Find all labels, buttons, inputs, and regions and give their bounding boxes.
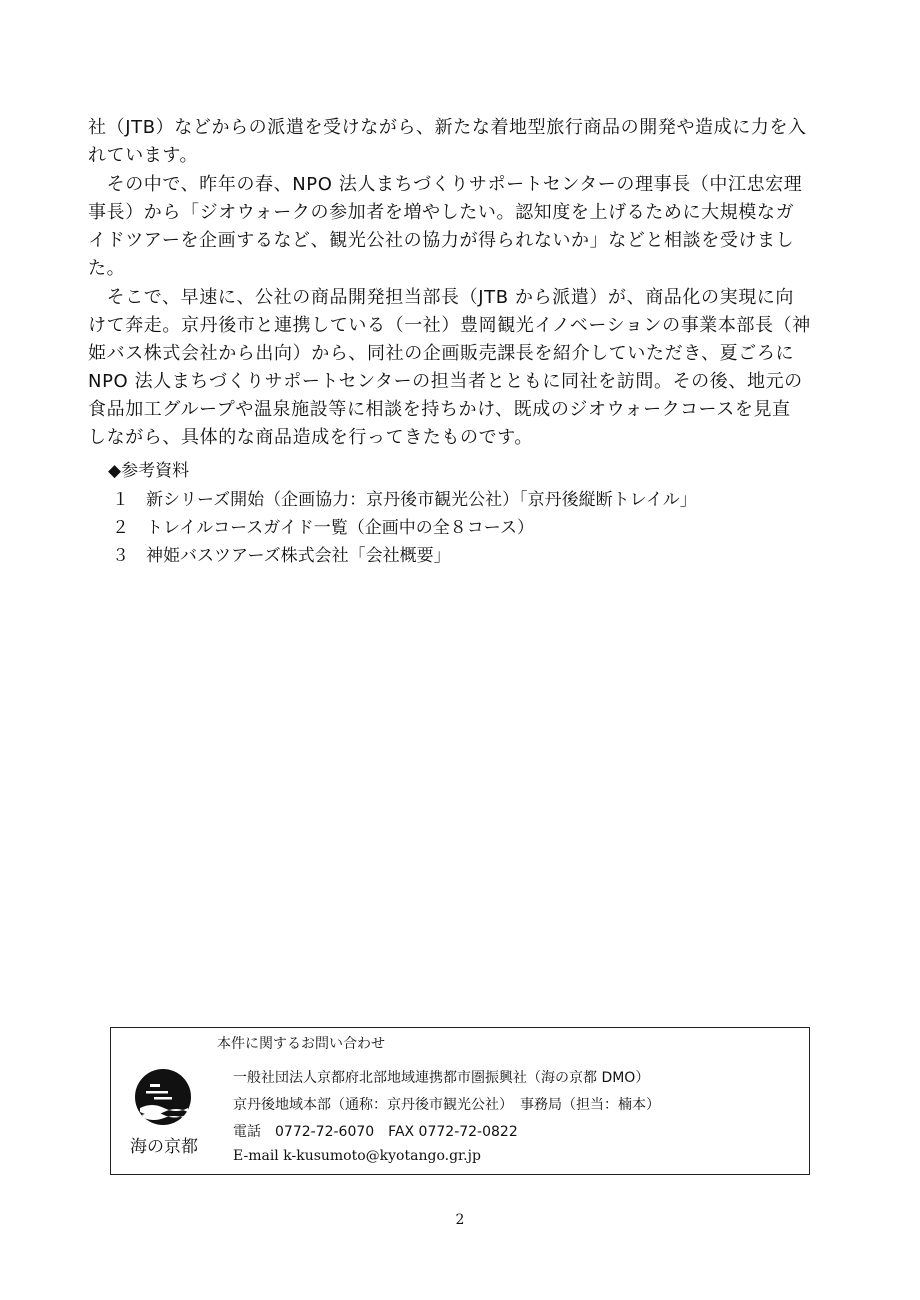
umi-no-kyoto-logo-icon	[134, 1068, 192, 1126]
reference-item	[112, 543, 451, 569]
reference-text: 新シリーズ開始（企画協力：京丹後市観光公社）「京丹後縦断トレイル」	[146, 490, 697, 510]
body-line-7: そこで、早速に、公社の商品開発担当部長（JTB から派遣）が、商品化の実現に向	[88, 287, 795, 308]
contact-email: E-mail k-kusumoto@kyotango.gr.jp	[233, 1148, 481, 1164]
logo-text: 海の京都	[130, 1137, 198, 1157]
reference-item	[112, 515, 534, 541]
body-line-6: た。	[88, 258, 126, 279]
contact-organization: 一般社団法人京都府北部地域連携都市圏振興社（海の京都 DMO）	[233, 1070, 650, 1086]
body-line-8: けて奔走。京丹後市と連携している（一社）豊岡観光イノベーションの事業本部長（神	[88, 315, 811, 336]
body-line-3: その中で、昨年の春、NPO 法人まちづくりサポートセンターの理事長（中江忠宏理	[88, 174, 803, 195]
contact-phone-fax: 電話 0772-72-6070 FAX 0772-72-0822	[233, 1124, 518, 1140]
reference-number: ２	[112, 518, 129, 538]
body-line-10: NPO 法人まちづくりサポートセンターの担当者とともに同社を訪問。その後、地元の	[88, 371, 803, 392]
reference-text: 神姫バスツアーズ株式会社「会社概要」	[146, 546, 451, 566]
reference-item	[112, 487, 697, 513]
body-line-5: イドツアーを企画するなど、観光公社の協力が得られないか」などと相談を受けまし	[88, 230, 795, 251]
contact-branch: 京丹後地域本部（通称：京丹後市観光公社） 事務局（担当：楠本）	[233, 1097, 660, 1113]
body-line-9: 姫バス株式会社から出向）から、同社の企画販売課長を紹介していただき、夏ごろに	[88, 343, 795, 364]
body-line-1: 社（JTB）などからの派遣を受けながら、新たな着地型旅行商品の開発や造成に力を入	[88, 117, 807, 138]
reference-number: １	[112, 490, 129, 510]
contact-heading: 本件に関するお問い合わせ	[217, 1036, 385, 1052]
page-number: 2	[455, 1212, 465, 1228]
contact-box	[110, 1027, 810, 1175]
body-line-4: 事長）から「ジオウォークの参加者を増やしたい。認知度を上げるために大規模なガ	[88, 202, 795, 223]
body-line-11: 食品加工グループや温泉施設等に相談を持ちかけ、既成のジオウォークコースを見直	[88, 399, 791, 420]
body-line-12: しながら、具体的な商品造成を行ってきたものです。	[88, 427, 533, 448]
body-line-2: れています。	[88, 145, 199, 166]
reference-number: ３	[112, 546, 129, 566]
references-heading: ◆参考資料	[108, 461, 190, 481]
reference-text: トレイルコースガイド一覧（企画中の全８コース）	[146, 518, 534, 538]
logo	[119, 1068, 205, 1168]
